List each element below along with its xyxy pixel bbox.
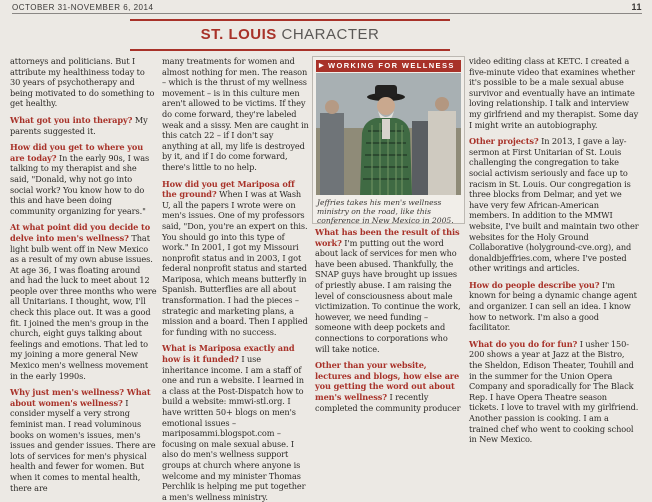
article-paragraph [10, 115, 157, 136]
article-paragraph [10, 142, 157, 216]
article-paragraph [469, 56, 639, 130]
interview-answer: In 2013, I gave a lay-sermon at First Unitarian of St. Louis challenging the congregation to take social activism seriously and face up to racism in St. Louis. Our congregation is three blocks from Delmar, and yet we have very few African-American members. In addition to the MMWI website, I've built and maintain two other websites for the Holy Ground Collaborative (holyground-cve.org), and donaldbjeffries.com, where I've posted other writings and articles. [469, 136, 639, 274]
interview-question: Other than your website, lectures and blogs, how else are you getting the word out about men's wellness? [315, 360, 460, 402]
interview-answer: attorneys and politicians. But I attribute my healthiness today to 30 years of psychotherapy and being motivated to do something to get healthy. [10, 56, 155, 109]
interview-answer: That light bulb went off in New Mexico as a result of my own abuse issues. At age 36, I was floating around and had the luck to meet about 12 people over three months who were all Unitarians. I thought, wow, I'll check this place out. It was a good fit. I joined the men's group in the church, eight guys talking about feelings and emotions. That led to my joining a more general New Mexico men's wellness movement in the early 1990s. [10, 232, 157, 381]
interview-answer: I recently completed the community producer [315, 391, 461, 413]
article-paragraph [162, 343, 309, 502]
interview-question: What is Mariposa exactly and how is it funded? [162, 343, 295, 365]
interview-answer: When I was at Wash U, all the papers I wrote were on men's issues. One of my professors said, "Don, you're an expert on this. You should go into this type of work." In 2001, I got my Missouri nonprofit status and in 2003, I got federal nonprofit status and started Mariposa, which means butterfly in Spanish. Butterflies are all about transformation. I had the pieces – strategic and marketing plans, a mission and a board. Then I applied for funding with no success. [162, 189, 308, 337]
interview-answer: I'm putting out the word about lack of services for men who have been abused. Thankfully, the SNAP guys have brought up issues of priestly abuse. I am raising the level of consciousness about male victimization. To continue the work, however, we need funding – someone with deep pockets and connections to corporations who will take notice. [315, 237, 461, 354]
interview-answer: I use inheritance income. I am a staff of one and run a website. I learned in a class at the Post-Dispatch how to build a website: mmwi-stl.org. I have written 50+ blogs on men's emotional issues – mariposammi.blogspot.com – focusing on male sexual abuse. I also do men's wellness support groups at church where anyone is welcome and my minister Thomas Perchlik is helping me put together a men's wellness ministry. [162, 354, 306, 502]
article-paragraph [315, 360, 462, 413]
interview-answer: I'm known for being a dynamic change agent and organizer. I can sell an idea. I know how to network. I'm also a good facilitator. [469, 279, 637, 333]
photo-caption: Jeffries takes his men's wellness ministry on the road, like this conference in New Mexico in 2005. [317, 198, 454, 226]
article-column-4 [469, 56, 639, 445]
section-title [130, 26, 450, 43]
interview-question: How did you get Mariposa off the ground? [162, 178, 295, 200]
article-paragraph [162, 179, 309, 338]
interview-question: Other projects? [469, 136, 539, 147]
photo-box [312, 56, 465, 224]
interview-question: What got you into therapy? [10, 114, 133, 125]
interview-answer: I consider myself a very strong feminist man. I read voluminous books on women's issues, men's issues and gender issues. There are lots of services for men's physical health and fewer for women. But when it comes to mental health, there are [10, 397, 156, 493]
page-number: 11 [631, 2, 642, 12]
article-paragraph [10, 387, 157, 493]
article-paragraph [162, 56, 309, 173]
article-paragraph [469, 136, 639, 274]
interview-answer: many treatments for women and almost nothing for men. The reason – which is the thrust of my wellness movement – is in this culture men aren't allowed to be victims. If they do come forward, they're labeled weak and a sissy. Men are caught in this catch 22 – if I don't say anything at all, my life is destroyed by it, and if I do come forward, there's little to no help. [162, 56, 309, 172]
interview-question: How do people describe you? [469, 279, 600, 290]
article-column-2 [162, 56, 309, 502]
page-header-bar [12, 2, 642, 14]
interview-answer: video editing class at KETC. I created a five-minute video that examines whether it's possible to be a male sexual abuse survivor and eventually have an intimate loving relationship. I talk and interview my girlfriend and my therapist. Some day I might write an autobiography. [469, 56, 639, 130]
article-paragraph [469, 339, 639, 445]
article-column-1 [10, 56, 157, 493]
interview-answer: In the early 90s, I was talking to my therapist and she said, "Donald, why not go into social work? You know how to do this and have been doing community organizing for years." [10, 152, 150, 216]
interview-answer: My parents suggested it. [10, 114, 148, 136]
article-paragraph [469, 280, 639, 333]
interview-answer: I usher 150-200 shows a year at Jazz at the Bistro, the Sheldon, Edison Theater, Touhill and in the summer for the Union Opera Company and sporadically for The Black Rep. I have Opera Theatre season tickets. I love to travel with my girlfriend. Another passion is cooking. I am a trained chef who went to cooking school in New Mexico. [469, 338, 639, 445]
portrait-photo [316, 73, 461, 195]
section-title-light: CHARACTER [281, 26, 380, 43]
interview-question: Why just men's wellness? What about women's wellness? [10, 387, 151, 408]
interview-question: At what point did you decide to delve into men's wellness? [10, 222, 151, 243]
issue-date: OCTOBER 31-NOVEMBER 6, 2014 [12, 3, 154, 12]
triangle-icon: ▶ [319, 63, 326, 69]
portrait-illustration [316, 73, 461, 195]
section-header [130, 19, 450, 51]
article-paragraph [10, 56, 157, 109]
interview-question: What do you do for fun? [469, 338, 578, 349]
photo-banner-label: WORKING FOR WELLNESS [328, 61, 455, 70]
section-title-bold: ST. LOUIS [200, 26, 277, 43]
article-paragraph [315, 227, 462, 354]
article-column-3 [315, 227, 462, 423]
photo-banner [316, 60, 461, 72]
interview-question: What has been the result of this work? [315, 227, 460, 248]
article-paragraph [10, 222, 157, 381]
interview-question: How did you get to where you are today? [10, 142, 144, 163]
